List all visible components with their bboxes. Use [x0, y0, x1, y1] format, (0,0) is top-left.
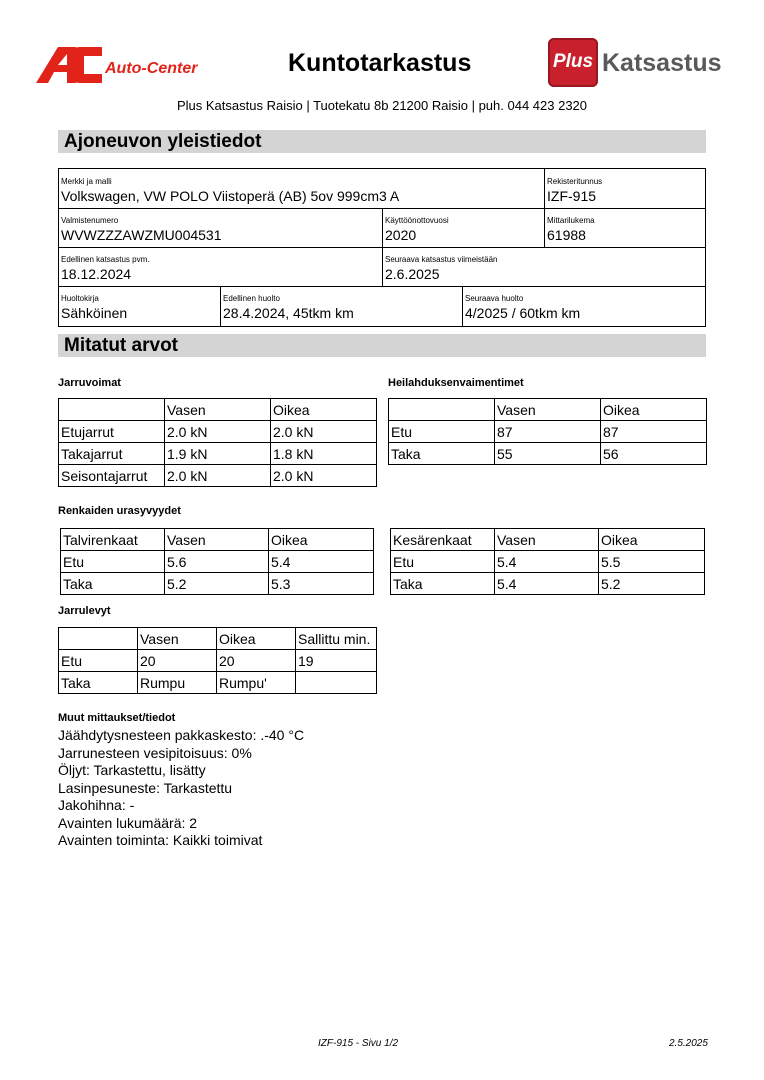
table-row: Etu 5.4 5.5 — [391, 551, 705, 573]
table-header-row: Kesärenkaat Vasen Oikea — [391, 529, 705, 551]
shocks-title: Heilahduksenvaimentimet — [388, 377, 524, 389]
table-row: Etu 87 87 — [389, 421, 707, 443]
table-row: Taka Rumpu Rumpu' — [59, 672, 377, 694]
table-row: Taka 55 56 — [389, 443, 707, 465]
table-header-row: Vasen Oikea — [59, 399, 377, 421]
table-row: Takajarrut 1.9 kN 1.8 kN — [59, 443, 377, 465]
discs-title: Jarrulevyt — [58, 605, 111, 617]
table-row: Etu 20 20 19 — [59, 650, 377, 672]
plus-logo-badge: Plus — [548, 38, 598, 87]
shocks-table — [388, 398, 707, 465]
field-odometer: Mittarilukema 61988 — [544, 208, 706, 248]
auto-center-logo-text: Auto-Center — [105, 60, 198, 77]
field-first-use-year: Käyttöönottovuosi 2020 — [382, 208, 545, 248]
misc-key-function: Avainten toiminta: Kaikki toimivat — [58, 832, 263, 848]
contact-line: Plus Katsastus Raisio | Tuotekatu 8b 21200 Raisio | puh. 044 423 2320 — [176, 98, 588, 113]
footer-page: IZF-915 - Sivu 1/2 — [318, 1038, 399, 1049]
misc-washer-fluid: Lasinpesuneste: Tarkastettu — [58, 780, 233, 796]
field-last-inspection: Edellinen katsastus pvm. 18.12.2024 — [58, 247, 383, 287]
section-heading-measured: Mitatut arvot — [58, 334, 706, 357]
table-row: Etu 5.6 5.4 — [61, 551, 374, 573]
brakes-table — [58, 398, 377, 487]
summer-tires-table — [390, 528, 705, 595]
auto-center-logo — [36, 45, 221, 85]
table-row: Taka 5.4 5.2 — [391, 573, 705, 595]
field-service-book: Huoltokirja Sähköinen — [58, 286, 221, 327]
misc-brake-fluid: Jarrunesteen vesipitoisuus: 0% — [58, 745, 252, 761]
misc-key-count: Avainten lukumäärä: 2 — [58, 815, 198, 831]
field-last-service: Edellinen huolto 28.4.2024, 45tkm km — [220, 286, 463, 327]
plus-katsastus-logo — [548, 38, 726, 88]
field-make-model: Merkki ja malli Volkswagen, VW POLO Viistoperä (AB) 5ov 999cm3 A — [58, 169, 545, 209]
winter-tires-table — [60, 528, 374, 595]
misc-timing-belt: Jakohihna: - — [58, 797, 135, 813]
field-vin: Valmistenumero WVWZZZAWZMU004531 — [58, 208, 383, 248]
document-title: Kuntotarkastus — [288, 49, 472, 77]
table-header-row: Vasen Oikea — [389, 399, 707, 421]
table-header-row: Talvirenkaat Vasen Oikea — [61, 529, 374, 551]
field-next-service: Seuraava huolto 4/2025 / 60tkm km — [462, 286, 706, 327]
field-next-inspection: Seuraava katsastus viimeistään 2.6.2025 — [382, 247, 706, 287]
brakes-title: Jarruvoimat — [58, 377, 121, 389]
table-header-row: Vasen Oikea Sallittu min. — [59, 628, 377, 650]
table-row: Seisontajarrut 2.0 kN 2.0 kN — [59, 465, 377, 487]
misc-oils: Öljyt: Tarkastettu, lisätty — [58, 762, 206, 778]
table-row: Etujarrut 2.0 kN 2.0 kN — [59, 421, 377, 443]
table-row: Taka 5.2 5.3 — [61, 573, 374, 595]
misc-coolant: Jäähdytysnesteen pakkaskesto: .-40 °C — [58, 727, 305, 743]
misc-title: Muut mittaukset/tiedot — [58, 712, 176, 724]
footer-date: 2.5.2025 — [669, 1038, 708, 1049]
brake-discs-table — [58, 627, 377, 694]
plus-logo-word: Katsastus — [602, 49, 722, 77]
field-registration: Rekisteritunnus IZF-915 — [544, 169, 706, 209]
section-heading-general: Ajoneuvon yleistiedot — [58, 130, 706, 153]
tires-title: Renkaiden urasyvyydet — [58, 505, 181, 517]
